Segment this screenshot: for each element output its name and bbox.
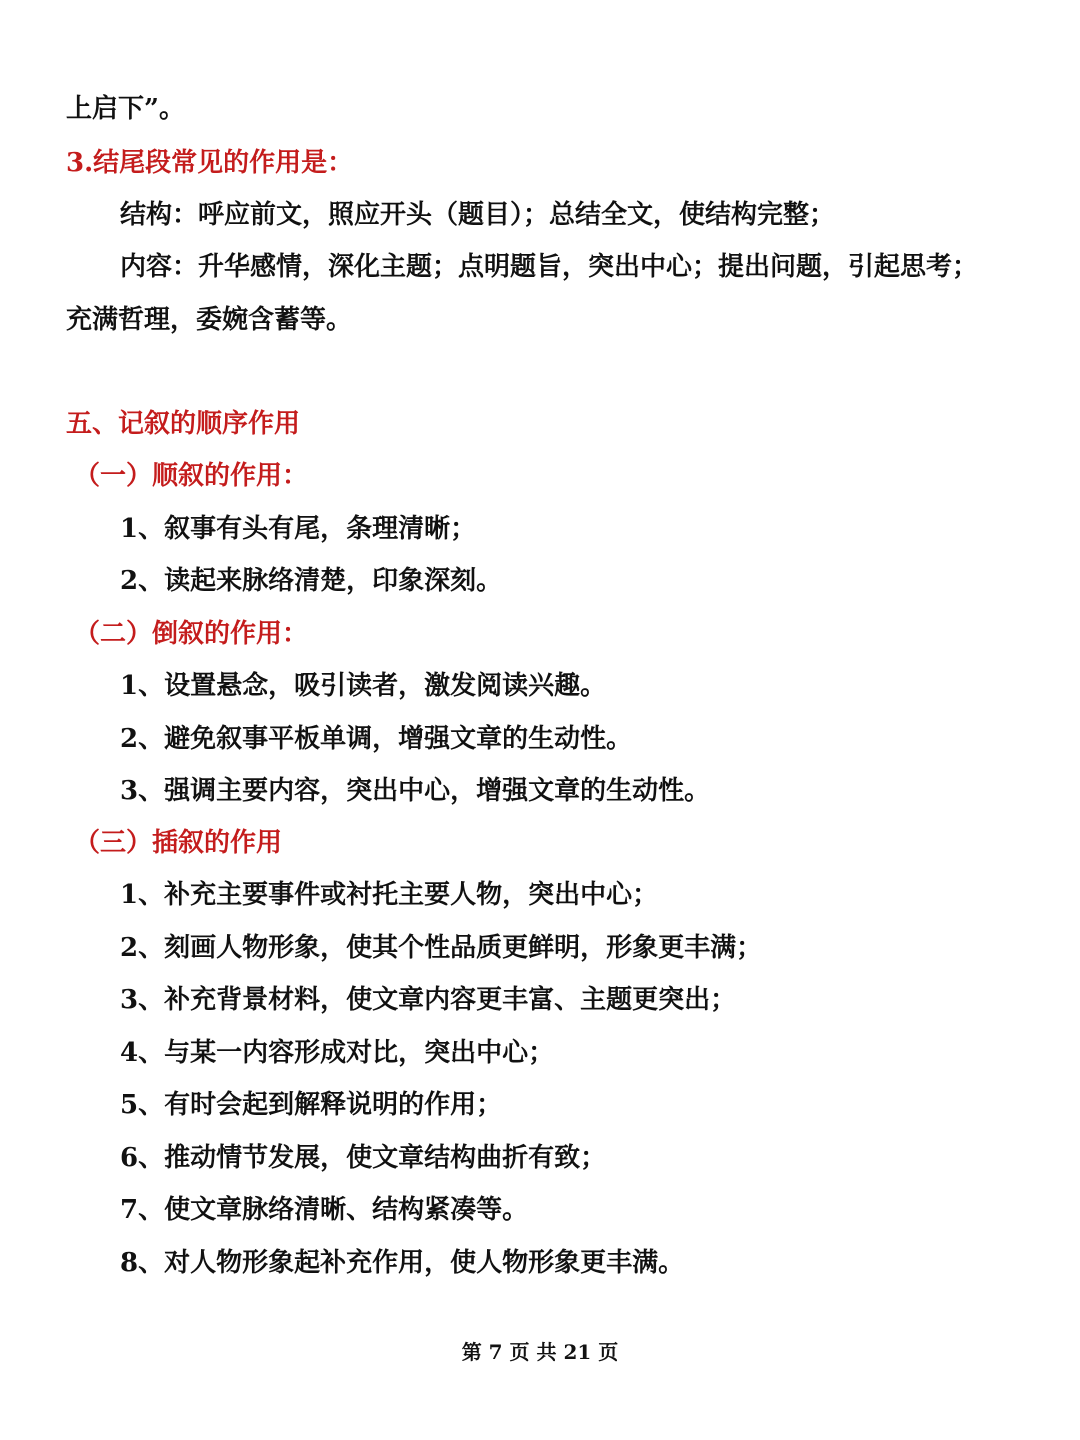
- list-item: 1、设置悬念，吸引读者，激发阅读兴趣。: [120, 671, 607, 701]
- ending-content-text: 内容：升华感情，深化主题；点明题旨，突出中心；提出问题，引起思考；: [120, 252, 979, 282]
- ending-content-continued: 充满哲理，委婉含蓄等。: [66, 305, 353, 335]
- list-item: 6、推动情节发展，使文章结构曲折有致；: [120, 1143, 607, 1173]
- continuation-text: 上启下”。: [66, 94, 185, 124]
- list-item: 2、避免叙事平板单调，增强文章的生动性。: [120, 724, 633, 754]
- list-item: 2、刻画人物形象，使其个性品质更鲜明，形象更丰满；: [120, 933, 763, 963]
- section-title: 五、记叙的顺序作用: [66, 409, 301, 439]
- subsection-heading-chronological: （一）顺叙的作用：: [74, 461, 309, 491]
- ending-section-heading: 3.结尾段常见的作用是：: [66, 148, 354, 178]
- list-item: 7、使文章脉络清晰、结构紧凑等。: [120, 1195, 529, 1225]
- list-item: 1、叙事有头有尾，条理清晰；: [120, 514, 477, 544]
- list-item: 2、读起来脉络清楚，印象深刻。: [120, 566, 503, 596]
- list-item: 4、与某一内容形成对比，突出中心；: [120, 1038, 555, 1068]
- list-item: 3、补充背景材料，使文章内容更丰富、主题更突出；: [120, 985, 737, 1015]
- list-item: 5、有时会起到解释说明的作用；: [120, 1090, 503, 1120]
- subsection-heading-interpolation: （三）插叙的作用: [74, 828, 283, 858]
- subsection-heading-flashback: （二）倒叙的作用：: [74, 619, 309, 649]
- ending-structure-text: 结构：呼应前文，照应开头（题目）；总结全文，使结构完整；: [120, 200, 836, 230]
- page-footer: 第 7 页 共 21 页: [461, 1340, 619, 1364]
- list-item: 8、对人物形象起补充作用，使人物形象更丰满。: [120, 1248, 685, 1278]
- list-item: 3、强调主要内容，突出中心，增强文章的生动性。: [120, 776, 711, 806]
- list-item: 1、补充主要事件或衬托主要人物，突出中心；: [120, 880, 659, 910]
